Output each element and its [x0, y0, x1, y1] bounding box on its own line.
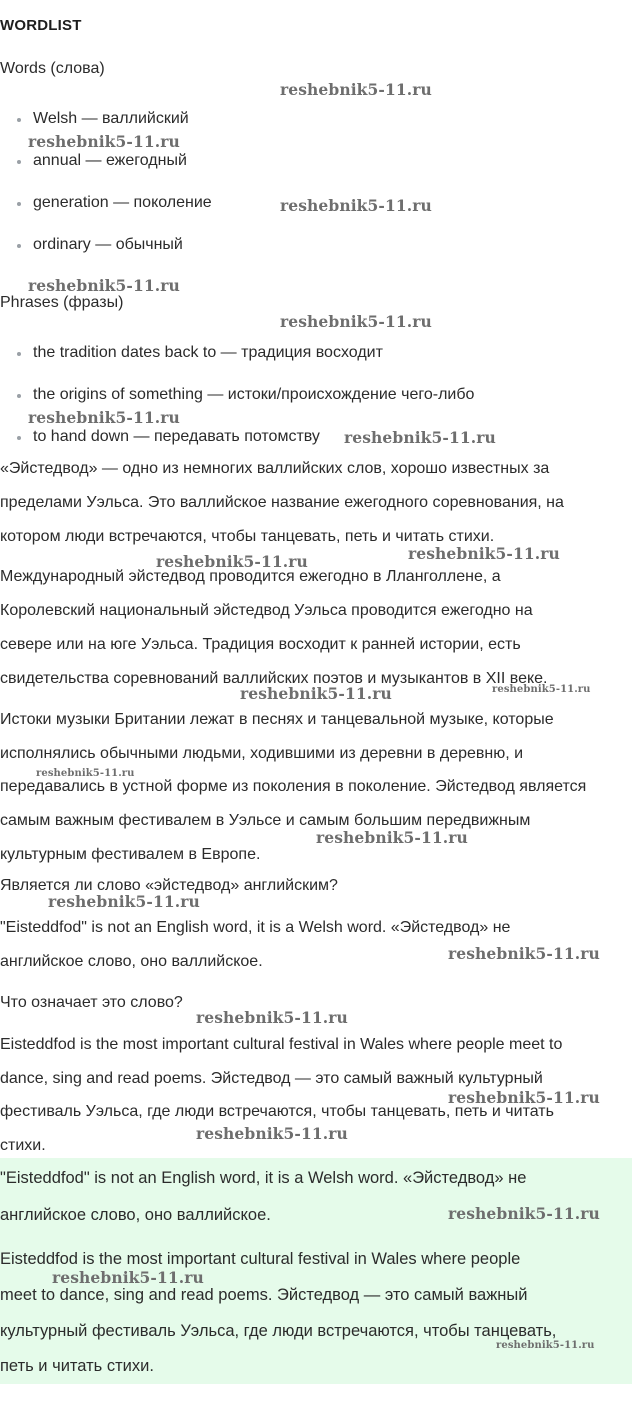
phrase-item: the origins of something — истоки/происхождение чего-либо [33, 386, 475, 403]
phrases-heading: Phrases (фразы) [0, 294, 124, 311]
question-2: Что означает это слово? [0, 994, 183, 1011]
word-item: ordinary — обычный [33, 236, 183, 253]
watermark: reshebnik5-11.ru [280, 312, 432, 331]
bullet-icon [17, 202, 21, 206]
watermark: reshebnik5-11.ru [196, 1008, 348, 1027]
watermark: reshebnik5-11.ru [28, 408, 180, 427]
watermark: reshebnik5-11.ru [316, 828, 468, 847]
bullet-icon [17, 244, 21, 248]
answer-2-line: стихи. [0, 1137, 46, 1154]
translation-line: передавались в устной форме из поколения в поколение. Эйстедвод является [0, 778, 587, 795]
translation-line: свидетельства соревнований валлийских поэтов и музыкантов в XII веке. [0, 670, 548, 687]
question-1: Является ли слово «эйстедвод» английским? [0, 877, 338, 894]
bullet-icon [17, 394, 21, 398]
phrase-item: the tradition dates back to — традиция восходит [33, 344, 383, 361]
bullet-icon [17, 436, 21, 440]
bullet-icon [17, 118, 21, 122]
watermark: reshebnik5-11.ru [196, 1124, 348, 1143]
watermark: reshebnik5-11.ru [448, 944, 600, 963]
translation-line: исполнялись обычными людьми, ходившими из деревни в деревню, и [0, 745, 524, 762]
translation-line: культурным фестивалем в Европе. [0, 846, 261, 863]
translation-line: котором люди встречаются, чтобы танцевать, петь и читать стихи. [0, 528, 495, 545]
answer-box-line: "Eisteddfod" is not an English word, it is a Welsh word. «Эйстедвод» не [0, 1169, 527, 1187]
translation-line: севере или на юге Уэльса. Традиция восходит к ранней истории, есть [0, 636, 521, 653]
answer-box-line: Eisteddfod is the most important cultural festival in Wales where people [0, 1250, 521, 1268]
answer-2-line: Eisteddfod is the most important cultural festival in Wales where people meet to [0, 1036, 563, 1053]
translation-line: Международный эйстедвод проводится ежегодно в Лланголлене, а [0, 568, 501, 585]
page-title: WORDLIST [0, 17, 82, 34]
watermark: reshebnik5-11.ru [280, 80, 432, 99]
watermark: reshebnik5-11.ru [448, 1204, 600, 1223]
word-item: generation — поколение [33, 194, 212, 211]
translation-line: пределами Уэльса. Это валлийское название ежегодного соревнования, на [0, 494, 564, 511]
translation-line: Королевский национальный эйстедвод Уэльса проводится ежегодно на [0, 602, 533, 619]
answer-box-line: петь и читать стихи. [0, 1357, 154, 1375]
answer-box-line: meet to dance, sing and read poems. Эйстедвод — это самый важный [0, 1286, 528, 1304]
watermark: reshebnik5-11.ru [156, 552, 308, 571]
word-item: annual — ежегодный [33, 152, 187, 169]
translation-line: самым важным фестивалем в Уэльсе и самым большим передвижным [0, 812, 531, 829]
answer-box-line: английское слово, оно валлийское. [0, 1206, 271, 1224]
answer-1-line: английское слово, оно валлийское. [0, 953, 263, 970]
watermark: reshebnik5-11.ru [448, 1088, 600, 1107]
watermark: reshebnik5-11.ru [280, 196, 432, 215]
watermark: reshebnik5-11.ru [492, 684, 591, 695]
word-item: Welsh — валлийский [33, 110, 189, 127]
answer-box [0, 1158, 632, 1384]
translation-line: Истоки музыки Британии лежат в песнях и танцевальной музыке, которые [0, 711, 554, 728]
answer-1-line: "Eisteddfod" is not an English word, it is a Welsh word. «Эйстедвод» не [0, 919, 511, 936]
watermark: reshebnik5-11.ru [52, 1268, 204, 1287]
watermark: reshebnik5-11.ru [496, 1340, 595, 1351]
answer-2-line: фестиваль Уэльса, где люди встречаются, чтобы танцевать, петь и читать [0, 1103, 554, 1120]
watermark: reshebnik5-11.ru [28, 276, 180, 295]
bullet-icon [17, 160, 21, 164]
words-heading: Words (слова) [0, 60, 105, 77]
watermark: reshebnik5-11.ru [48, 892, 200, 911]
watermark: reshebnik5-11.ru [36, 768, 135, 779]
watermark: reshebnik5-11.ru [344, 428, 496, 447]
phrase-item: to hand down — передавать потомству [33, 428, 320, 445]
answer-box-line: культурный фестиваль Уэльса, где люди встречаются, чтобы танцевать, [0, 1322, 557, 1340]
translation-line: «Эйстедвод» — одно из немногих валлийских слов, хорошо известных за [0, 460, 550, 477]
watermark: reshebnik5-11.ru [240, 684, 392, 703]
watermark: reshebnik5-11.ru [28, 132, 180, 151]
answer-2-line: dance, sing and read poems. Эйстедвод — это самый важный культурный [0, 1070, 543, 1087]
watermark: reshebnik5-11.ru [408, 544, 560, 563]
bullet-icon [17, 352, 21, 356]
